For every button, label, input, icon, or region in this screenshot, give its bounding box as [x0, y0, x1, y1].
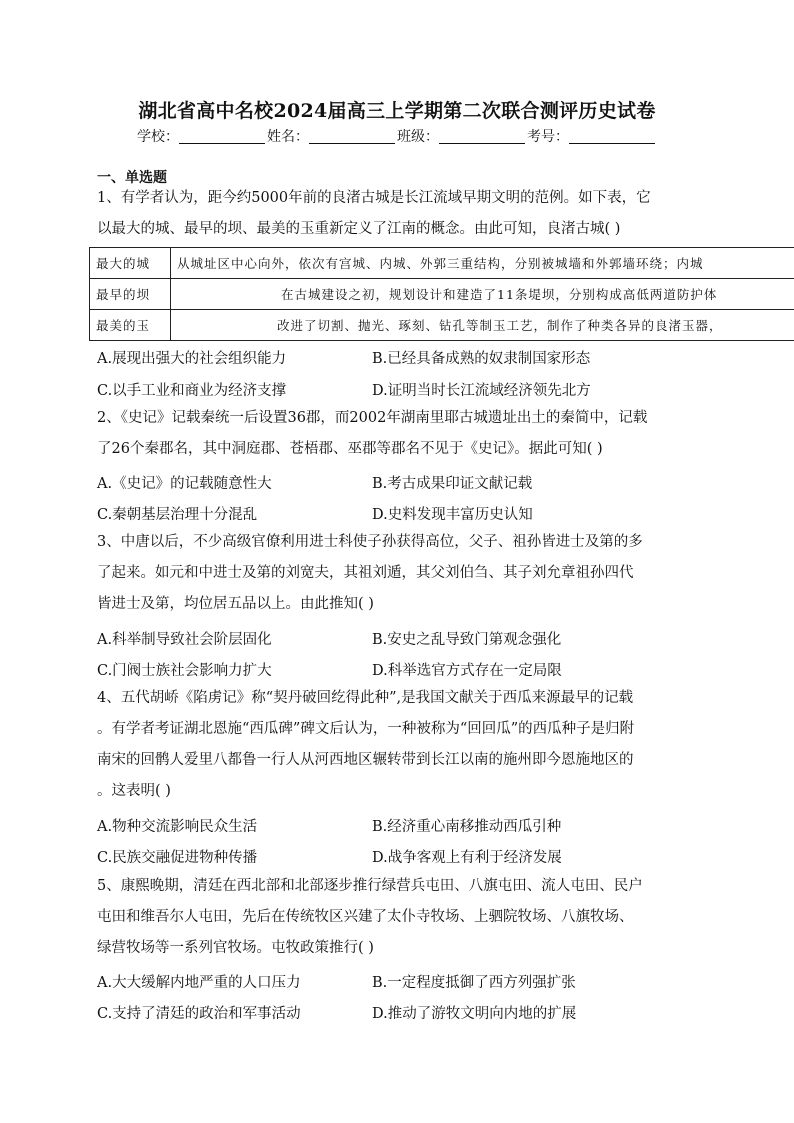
- question-1-line-1: 1、有学者认为，距今约5000年前的良渚古城是长江流域早期文明的范例。如下表，它: [97, 190, 651, 206]
- table-text-cell: 改进了切割、抛光、琢刻、钻孔等制玉工艺，制作了种类各异的良渚玉器，: [171, 310, 794, 341]
- school-label: 学校：: [137, 129, 179, 145]
- question-4-line-4: 。这表明( ): [97, 783, 171, 799]
- q1-option-b[interactable]: B.已经具备成熟的奴隶制国家形态: [372, 351, 591, 367]
- table-text-cell: 从城址区中心向外，依次有宫城、内城、外郭三重结构，分别被城墙和外郭墙环绕；内城: [171, 248, 794, 279]
- q4-option-a[interactable]: A.物种交流影响民众生活: [97, 819, 258, 835]
- number-blank: [569, 129, 655, 144]
- table-text-cell: 在古城建设之初，规划设计和建造了11条堤坝，分别构成高低两道防护体: [171, 279, 794, 310]
- q1-option-d[interactable]: D.证明当时长江流域经济领先北方: [372, 383, 591, 399]
- question-5-line-1: 5、康熙晚期，清廷在西北部和北部逐步推行绿营兵屯田、八旗屯田、流人屯田、民户: [97, 878, 643, 894]
- page-title: 湖北省高中名校2024届高三上学期第二次联合测评历史试卷: [138, 100, 656, 122]
- table-row: [90, 248, 794, 279]
- q2-option-a[interactable]: A.《史记》的记载随意性大: [97, 476, 272, 492]
- question-3-line-1: 3、中唐以后，不少高级官僚利用进士科使子孙获得高位，父子、祖孙皆进士及第的多: [97, 534, 643, 550]
- q4-option-c[interactable]: C.民族交融促进物种传播: [97, 850, 258, 866]
- question-4-line-2: 。有学者考证湖北恩施“西瓜碑”碑文后认为，一种被称为“回回瓜”的西瓜种子是归附: [97, 721, 635, 737]
- name-blank: [309, 129, 395, 144]
- student-info-line: [0, 126, 794, 146]
- q3-option-d[interactable]: D.科举选官方式存在一定局限: [372, 663, 562, 679]
- question-4-line-1: 4、五代胡峤《陷虏记》称“契丹破回纥得此种”,是我国文献关于西瓜来源最早的记载: [97, 690, 634, 706]
- table-head-cell: 最早的坝: [90, 279, 171, 310]
- table-row: [90, 310, 794, 341]
- question-1-table: [89, 247, 794, 341]
- q3-option-b[interactable]: B.安史之乱导致门第观念强化: [372, 632, 562, 648]
- q4-option-d[interactable]: D.战争客观上有利于经济发展: [372, 850, 562, 866]
- question-3-line-2: 了起来。如元和中进士及第的刘宽夫，其祖刘遁，其父刘伯刍、其子刘允章祖孙四代: [97, 565, 634, 581]
- q1-option-a[interactable]: A.展现出强大的社会组织能力: [97, 351, 287, 367]
- q5-option-a[interactable]: A.大大缓解内地严重的人口压力: [97, 975, 301, 991]
- table-head-cell: 最大的城: [90, 248, 171, 279]
- q4-option-b[interactable]: B.经济重心南移推动西瓜引种: [372, 819, 562, 835]
- q5-option-d[interactable]: D.推动了游牧文明向内地的扩展: [372, 1006, 577, 1022]
- q2-option-b[interactable]: B.考古成果印证文献记载: [372, 476, 533, 492]
- q3-option-c[interactable]: C.门阀士族社会影响力扩大: [97, 663, 272, 679]
- question-2-line-1: 2、《史记》记载秦统一后设置36郡，而2002年湖南里耶古城遗址出土的秦简中，记载: [97, 410, 648, 426]
- class-label: 班级：: [397, 129, 439, 145]
- question-2-line-2: 了26个秦郡名，其中洞庭郡、苍梧郡、巫郡等郡名不见于《史记》。据此可知( ): [97, 441, 603, 457]
- question-4-line-3: 南宋的回鹘人爱里八都鲁一行人从河西地区辗转带到长江以南的施州即今恩施地区的: [97, 752, 634, 768]
- number-label: 考号：: [527, 129, 569, 145]
- table-row: [90, 279, 794, 310]
- table-head-cell: 最美的玉: [90, 310, 171, 341]
- q2-option-d[interactable]: D.史料发现丰富历史认知: [372, 507, 533, 523]
- q1-option-c[interactable]: C.以手工业和商业为经济支撑: [97, 383, 287, 399]
- section-heading: 一、单选题: [97, 170, 167, 186]
- q5-option-c[interactable]: C.支持了清廷的政治和军事活动: [97, 1006, 301, 1022]
- question-5-line-2: 屯田和维吾尔人屯田，先后在传统牧区兴建了太仆寺牧场、上驷院牧场、八旗牧场、: [97, 909, 634, 925]
- q3-option-a[interactable]: A.科举制导致社会阶层固化: [97, 632, 272, 648]
- school-blank: [179, 129, 265, 144]
- class-blank: [439, 129, 525, 144]
- name-label: 姓名：: [267, 129, 309, 145]
- q2-option-c[interactable]: C.秦朝基层治理十分混乱: [97, 507, 258, 523]
- question-5-line-3: 绿营牧场等一系列官牧场。屯牧政策推行( ): [97, 940, 374, 956]
- question-3-line-3: 皆进士及第，均位居五品以上。由此推知( ): [97, 596, 374, 612]
- question-1-line-2: 以最大的城、最早的坝、最美的玉重新定义了江南的概念。由此可知，良渚古城( ): [97, 221, 621, 237]
- q5-option-b[interactable]: B.一定程度抵御了西方列强扩张: [372, 975, 576, 991]
